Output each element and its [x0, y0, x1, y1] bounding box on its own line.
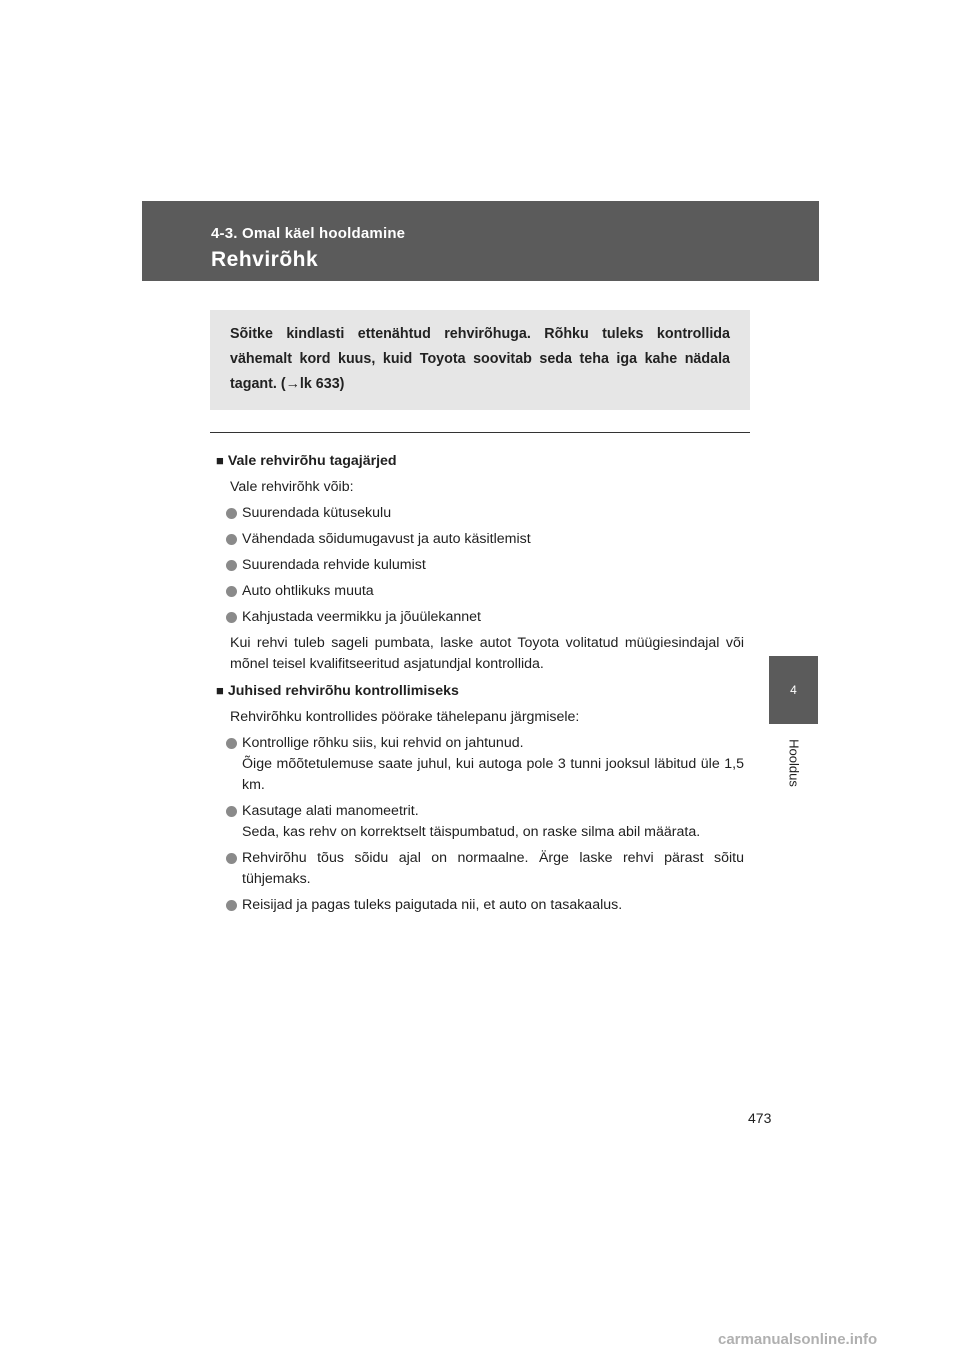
list-item-text: Kasutage alati manomeetrit. [242, 803, 419, 819]
list-item-detail: Õige mõõtetulemuse saate juhul, kui autoga pole 3 tunni jooksul läbitud üle 1,5 km. [242, 756, 744, 793]
section-heading-text: Juhised rehvirõhu kontrollimiseks [227, 683, 459, 699]
chapter-label-text: Hooldus [786, 739, 802, 787]
list-item [216, 529, 744, 550]
main-content [216, 450, 744, 916]
list-item [216, 607, 744, 628]
page-number: 473 [748, 1110, 772, 1126]
intro-text: Sõitke kindlasti ettenähtud rehvirõhuga. Rõhku tuleks kontrollida vähemalt kord kuus, kuid Toyota soovitab seda teha iga kahe nädala tagant. (→lk 633) [230, 326, 730, 392]
section-header-band [142, 201, 819, 281]
chapter-number: 4 [790, 683, 797, 697]
list-item [216, 848, 744, 890]
paragraph: Rehvirõhku kontrollides pöörake tähelepanu järgmisele: [230, 709, 580, 725]
section-label: 4-3. Omal käel hooldamine [211, 225, 406, 242]
list-item-text: Auto ohtlikuks muuta [242, 583, 374, 599]
list-item-text: Reisijad ja pagas tuleks paigutada nii, et auto on tasakaalus. [242, 897, 623, 913]
list-item-text: Rehvirõhu tõus sõidu ajal on normaalne. Ärge laske rehvi pärast sõitu tühjemaks. [242, 850, 744, 887]
page-title: Rehvirõhk [211, 248, 319, 271]
list-item [216, 581, 744, 602]
bullet-dot-icon [226, 560, 237, 571]
list-item [216, 733, 744, 796]
section-heading [216, 450, 744, 472]
list-item [216, 503, 744, 524]
chapter-label [784, 733, 804, 793]
list-item [216, 555, 744, 576]
paragraph: Kui rehvi tuleb sageli pumbata, laske autot Toyota volitatud müügiesindajal või mõnel teisel kvalifitseeritud asjatundjal kontrollida. [230, 635, 744, 672]
intro-box [210, 310, 750, 410]
bullet-dot-icon [226, 508, 237, 519]
list-item [216, 801, 744, 843]
list-item-text: Vähendada sõidumugavust ja auto käsitlemist [242, 531, 531, 547]
bullet-dot-icon [226, 612, 237, 623]
list-item [216, 895, 744, 916]
section-heading [216, 680, 744, 702]
list-item-text: Kontrollige rõhku siis, kui rehvid on jahtunud. [242, 735, 524, 751]
watermark: carmanualsonline.info [718, 1331, 878, 1348]
bullet-dot-icon [226, 853, 237, 864]
bullet-dot-icon [226, 534, 237, 545]
paragraph: Vale rehvirõhk võib: [230, 479, 354, 495]
bullet-dot-icon [226, 900, 237, 911]
bullet-dot-icon [226, 586, 237, 597]
chapter-tab [769, 656, 818, 724]
square-bullet-icon: ■ [216, 453, 224, 468]
bullet-dot-icon [226, 738, 237, 749]
list-item-text: Suurendada kütusekulu [242, 505, 392, 521]
list-item-text: Kahjustada veermikku ja jõuülekannet [242, 609, 481, 625]
square-bullet-icon: ■ [216, 683, 224, 698]
list-item-text: Suurendada rehvide kulumist [242, 557, 426, 573]
bullet-dot-icon [226, 806, 237, 817]
section-heading-text: Vale rehvirõhu tagajärjed [227, 453, 397, 469]
divider [210, 432, 750, 433]
list-item-detail: Seda, kas rehv on korrektselt täispumbatud, on raske silma abil määrata. [242, 824, 701, 840]
